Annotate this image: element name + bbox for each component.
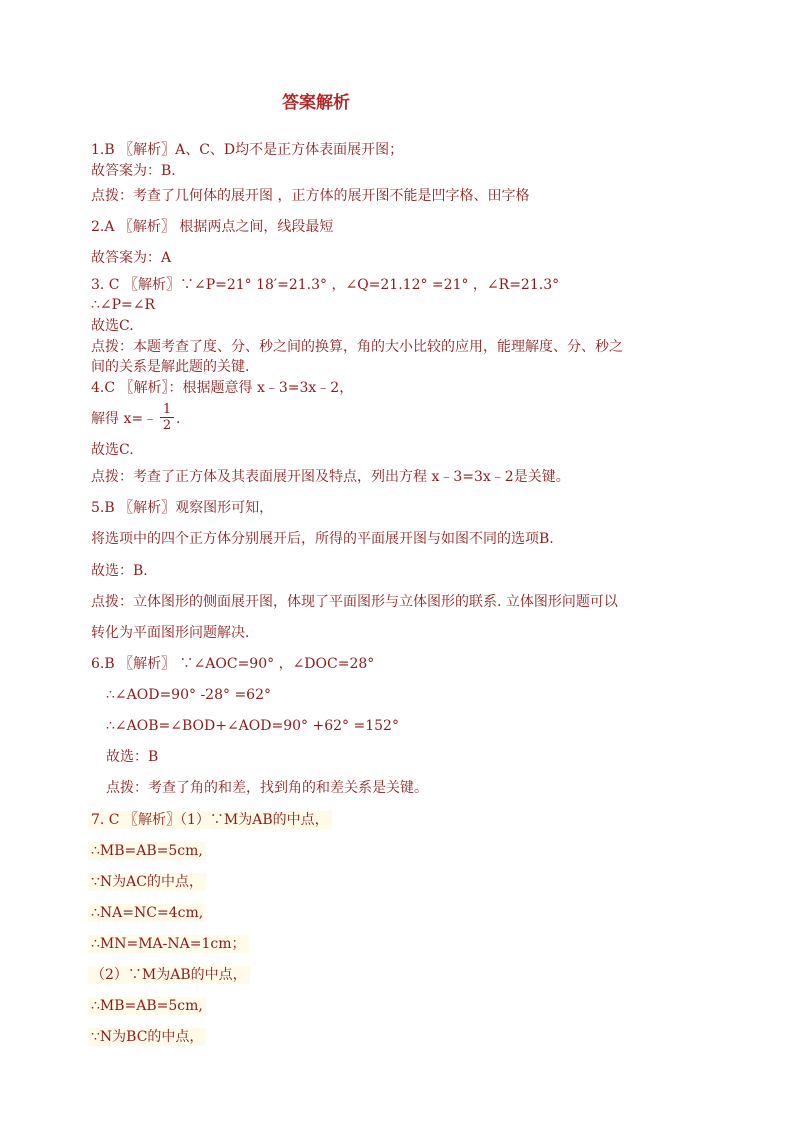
- answer-5-note: 点拨：立体图形的侧面展开图，体现了平面图形与立体图形的联系. 立体图形问题可以: [91, 594, 618, 610]
- answer-7-step-5: ∴MB=AB=5cm,: [88, 997, 206, 1015]
- answer-2-result: 故答案为：A: [91, 250, 172, 266]
- answer-1-line: 1.B 〖解析〗A、C、D均不是正方体表面展开图；: [91, 142, 404, 158]
- answer-4-solve: [91, 410, 157, 428]
- answer-6-step-2: ∴∠AOB=∠BOD+∠AOD=90° +62° =152°: [106, 718, 399, 734]
- answer-5-result: 故选：B.: [91, 563, 148, 579]
- fraction-one-half: [160, 402, 174, 433]
- answer-1-note: 点拨：考查了几何体的展开图 ，正方体的展开图不能是凹字格、田字格: [91, 188, 530, 204]
- answer-3-note-cont: 间的关系是解此题的关键.: [91, 359, 250, 375]
- answer-3-note: 点拨：本题考查了度、分、秒之间的换算，角的大小比较的应用，能理解度、分、秒之: [91, 339, 623, 355]
- answer-6-note: 点拨：考查了角的和差，找到角的和差关系是关键。: [106, 780, 428, 796]
- answer-1-result: 故答案为：B.: [91, 163, 176, 179]
- answer-5-step: 将选项中的四个正方体分别展开后，所得的平面展开图与如图不同的选项B.: [91, 531, 554, 547]
- answer-6-step-1: ∴∠AOD=90° -28° =62°: [106, 687, 271, 703]
- answer-7-step-4: ∴MN=MA-NA=1cm；: [88, 935, 249, 953]
- answer-3-line: 3. C 〖解析〗∵∠P=21° 18′=21.3° ，∠Q=21.12° =21° ，∠R=21.3°: [91, 277, 560, 293]
- answer-3-step: ∴∠P=∠R: [91, 297, 156, 313]
- answer-7-part-2: （2）∵M为AB的中点，: [88, 966, 250, 984]
- answer-7-step-3: ∴NA=NC=4cm,: [88, 904, 206, 922]
- answer-6-result: 故选：B: [106, 749, 159, 765]
- answer-4-solve-prefix: 解得 x=﹣: [91, 411, 158, 427]
- answer-2-line: 2.A 〖解析〗 根据两点之间，线段最短: [91, 219, 334, 235]
- answer-4-solve-suffix: .: [176, 411, 181, 427]
- answer-4-line: 4.C 〖解析〗：根据题意得 x﹣3=3x﹣2，: [91, 380, 354, 396]
- answer-5-note-cont: 转化为平面图形问题解决.: [91, 625, 250, 641]
- answer-5-line: 5.B 〖解析〗观察图形可知，: [91, 500, 274, 516]
- answer-7-step-6: ∵N为BC的中点，: [88, 1028, 206, 1046]
- answer-4-note: 点拨：考查了正方体及其表面展开图及特点，列出方程 x﹣3=3x﹣2是关键。: [91, 469, 570, 485]
- answer-6-line: 6.B 〖解析〗 ∵∠AOC=90° ，∠DOC=28°: [91, 656, 375, 672]
- fraction-denominator: 2: [162, 418, 172, 433]
- answer-7-step-2: ∵N为AC的中点，: [88, 873, 206, 891]
- answer-4-result: 故选C.: [91, 442, 134, 458]
- answer-7-line: 7. C 〖解析〗（1）∵M为AB的中点，: [88, 811, 332, 829]
- page-title: 答案解析: [282, 93, 350, 113]
- answer-7-step-1: ∴MB=AB=5cm,: [88, 842, 206, 860]
- fraction-numerator: 1: [160, 402, 174, 418]
- answer-3-result: 故选C.: [91, 318, 134, 334]
